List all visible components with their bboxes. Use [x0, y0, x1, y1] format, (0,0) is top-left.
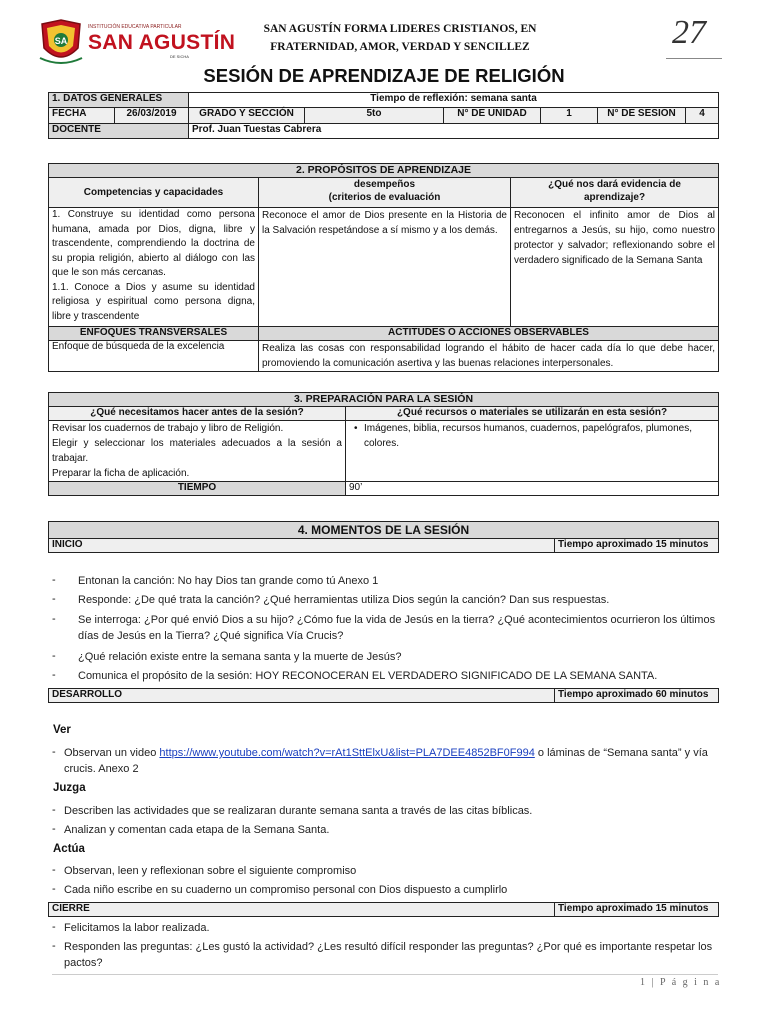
list-dash-icon: -	[52, 940, 56, 952]
fecha-value: 26/03/2019	[115, 108, 189, 124]
fecha-label: FECHA	[49, 108, 115, 124]
tiempo-label: TIEMPO	[49, 482, 346, 496]
desarrollo-bar	[48, 688, 719, 703]
page-title: SESIÓN DE APRENDIZAJE DE RELIGIÓN	[203, 65, 565, 86]
datos-section-title: 1. DATOS GENERALES	[49, 93, 189, 108]
list-dash-icon: -	[52, 574, 56, 586]
recursos-cell	[346, 421, 719, 482]
antes-header: ¿Qué necesitamos hacer antes de la sesión?	[49, 407, 346, 421]
actua-item-1: Observan, leen y reflexionan sobre el siguiente compromiso	[64, 865, 357, 877]
desarrollo-time: Tiempo aproximado 60 minutos	[555, 689, 719, 703]
evidencia-header	[511, 178, 719, 208]
desempenos-header	[259, 178, 511, 208]
sesion-value: 4	[686, 108, 719, 124]
unidad-value: 1	[541, 108, 598, 124]
enfoque-value: Enfoque de búsqueda de la excelencia	[49, 341, 259, 372]
list-dash-icon: -	[52, 921, 56, 933]
docente-value: Prof. Juan Tuestas Cabrera	[189, 124, 719, 139]
preparacion-section-title: 3. PREPARACIÓN PARA LA SESIÓN	[49, 393, 719, 407]
inicio-label: INICIO	[49, 539, 555, 553]
datos-generales-table	[48, 92, 719, 139]
motto-line-2: FRATERNIDAD, AMOR, VERDAD Y SENCILLEZ	[270, 41, 530, 53]
preparacion-table	[48, 392, 719, 496]
inicio-item-2: Responde: ¿De qué trata la canción? ¿Qué herramientas utiliza Dios según la canción? Dan sus respuestas.	[78, 594, 610, 606]
inicio-item-3: Se interroga: ¿Por qué envió Dios a su hijo? ¿Cómo fue la vida de Jesús en la tierra? ¿Qué acontecimientos ocurrieron los últimos días de Jesús en la Tierra? ¿Qué significa Vía Crucis?	[78, 614, 716, 642]
competencia-2: 1.1. Conoce a Dios y asume su identidad religiosa y espiritual como persona digna, libre y trascendente	[52, 281, 255, 322]
cierre-item-2: Responden las preguntas: ¿Les gustó la actividad? ¿Les resultó difícil responder las preguntas? ¿Por qué es importante respetar los pactos?	[64, 941, 713, 969]
enfoques-header: ENFOQUES TRANSVERSALES	[49, 327, 259, 341]
video-link[interactable]: https://www.youtube.com/watch?v=rAt1SttElxU&list=PLA7DEE4852BF0F994	[159, 747, 535, 759]
antes-item-2: Elegir y seleccionar los materiales adecuados a la sesión a trabajar.	[52, 438, 342, 464]
juzga-item-1: Describen las actividades que se realizaran durante semana santa a través de las citas bíblicas.	[64, 805, 533, 817]
list-dash-icon: -	[52, 613, 56, 625]
cierre-time: Tiempo aproximado 15 minutos	[555, 903, 719, 917]
school-name: SAN AGUSTÍN	[88, 31, 236, 54]
evidencia-header-a: ¿Qué nos dará evidencia de	[548, 179, 681, 190]
ver-post-text: o láminas de “Semana santa” y vía crucis. Anexo 2	[64, 747, 708, 775]
school-motto	[230, 20, 570, 56]
recursos-text: Imágenes, biblia, recursos humanos, cuadernos, papelógrafos, plumones, colores.	[364, 423, 692, 449]
cierre-item-1: Felicitamos la labor realizada.	[64, 922, 210, 934]
inicio-time: Tiempo aproximado 15 minutos	[555, 539, 719, 553]
momentos-header-table	[48, 521, 719, 553]
recursos-header: ¿Qué recursos o materiales se utilizarán en esta sesión?	[346, 407, 719, 421]
actua-item-2: Cada niño escribe en su cuaderno un compromiso personal con Dios dispuesto a cumplirlo	[64, 884, 508, 896]
shield-logo-icon	[38, 18, 84, 66]
ver-label: Ver	[53, 724, 71, 736]
ver-item	[64, 745, 718, 777]
list-dash-icon: -	[52, 864, 56, 876]
propositos-table	[48, 163, 719, 372]
ver-pre-text: Observan un video	[64, 747, 157, 759]
list-dash-icon: -	[52, 650, 56, 662]
juzga-item-2: Analizan y comentan cada etapa de la Semana Santa.	[64, 824, 330, 836]
page-number: 1 | P á g i n a	[640, 977, 722, 988]
anniversary-underline	[666, 58, 722, 59]
cierre-label: CIERRE	[49, 903, 555, 917]
sesion-label: N° DE SESION	[598, 108, 686, 124]
unidad-label: N° DE UNIDAD	[444, 108, 541, 124]
tiempo-value: 90’	[346, 482, 719, 496]
competencias-cell	[49, 208, 259, 327]
list-dash-icon: -	[52, 823, 56, 835]
grado-label: GRADO Y SECCIÓN	[189, 108, 305, 124]
bullet-icon: •	[354, 423, 358, 434]
grado-value: 5to	[305, 108, 444, 124]
tiempo-reflexion: Tiempo de reflexión: semana santa	[189, 93, 719, 108]
list-dash-icon: -	[52, 883, 56, 895]
evidencia-cell: Reconocen el infinito amor de Dios al entregarnos a Jesús, su hijo, como nuestro protector y salvador; reflexionando sobre el verdadero significado de la Semana Santa	[511, 208, 719, 327]
juzga-label: Juzga	[53, 782, 86, 794]
desempenos-header-a: desempeños	[353, 179, 416, 190]
momentos-section-title: 4. MOMENTOS DE LA SESIÓN	[49, 522, 719, 539]
inicio-item-4: ¿Qué relación existe entre la semana santa y la muerte de Jesús?	[78, 651, 402, 663]
antes-cell	[49, 421, 346, 482]
desempenos-header-b: (criterios de evaluación	[328, 192, 441, 203]
desarrollo-label: DESARROLLO	[49, 689, 555, 703]
list-dash-icon: -	[52, 804, 56, 816]
evidencia-header-b: aprendizaje?	[583, 192, 646, 203]
list-dash-icon: -	[52, 746, 56, 758]
motto-line-1: SAN AGUSTÍN FORMA LIDERES CRISTIANOS, EN	[263, 23, 537, 35]
cierre-bar	[48, 902, 719, 917]
competencias-header: Competencias y capacidades	[49, 178, 259, 208]
antes-item-1: Revisar los cuadernos de trabajo y libro de Religión.	[52, 423, 284, 434]
inicio-item-1: Entonan la canción: No hay Dios tan grande como tú Anexo 1	[78, 575, 379, 587]
school-city: DE SICHA	[170, 54, 189, 59]
list-dash-icon: -	[52, 593, 56, 605]
svg-text:SA: SA	[54, 36, 68, 46]
propositos-section-title: 2. PROPÓSITOS DE APRENDIZAJE	[49, 164, 719, 178]
inicio-item-5: Comunica el propósito de la sesión: HOY RECONOCERAN EL VERDADERO SIGNIFICADO DE LA SEMANA SANTA.	[78, 670, 658, 682]
actitud-value: Realiza las cosas con responsabilidad logrando el hábito de hacer cada día lo que debe hacer, promoviendo la comunicación asertiva y las buenas relaciones interpersonales.	[259, 341, 719, 372]
competencia-1: 1. Construye su identidad como persona humana, amada por Dios, digna, libre y trascendente, comprendiendo la doctrina de su propia religión, abierto al diálogo con las que le son más cercanas.	[52, 209, 255, 278]
desempeno-cell: Reconoce el amor de Dios presente en la Historia de la Salvación respetándose a sí mismo y a los demás.	[259, 208, 511, 327]
anniversary-number: 27	[672, 14, 706, 51]
school-subtitle: INSTITUCIÓN EDUCATIVA PARTICULAR	[88, 24, 182, 30]
docente-label: DOCENTE	[49, 124, 189, 139]
recursos-item	[354, 421, 715, 451]
footer-divider	[52, 974, 718, 975]
actua-label: Actúa	[53, 843, 85, 855]
antes-item-3: Preparar la ficha de aplicación.	[52, 468, 190, 479]
list-dash-icon: -	[52, 669, 56, 681]
actitudes-header: ACTITUDES O ACCIONES OBSERVABLES	[259, 327, 719, 341]
school-logo	[38, 18, 84, 66]
